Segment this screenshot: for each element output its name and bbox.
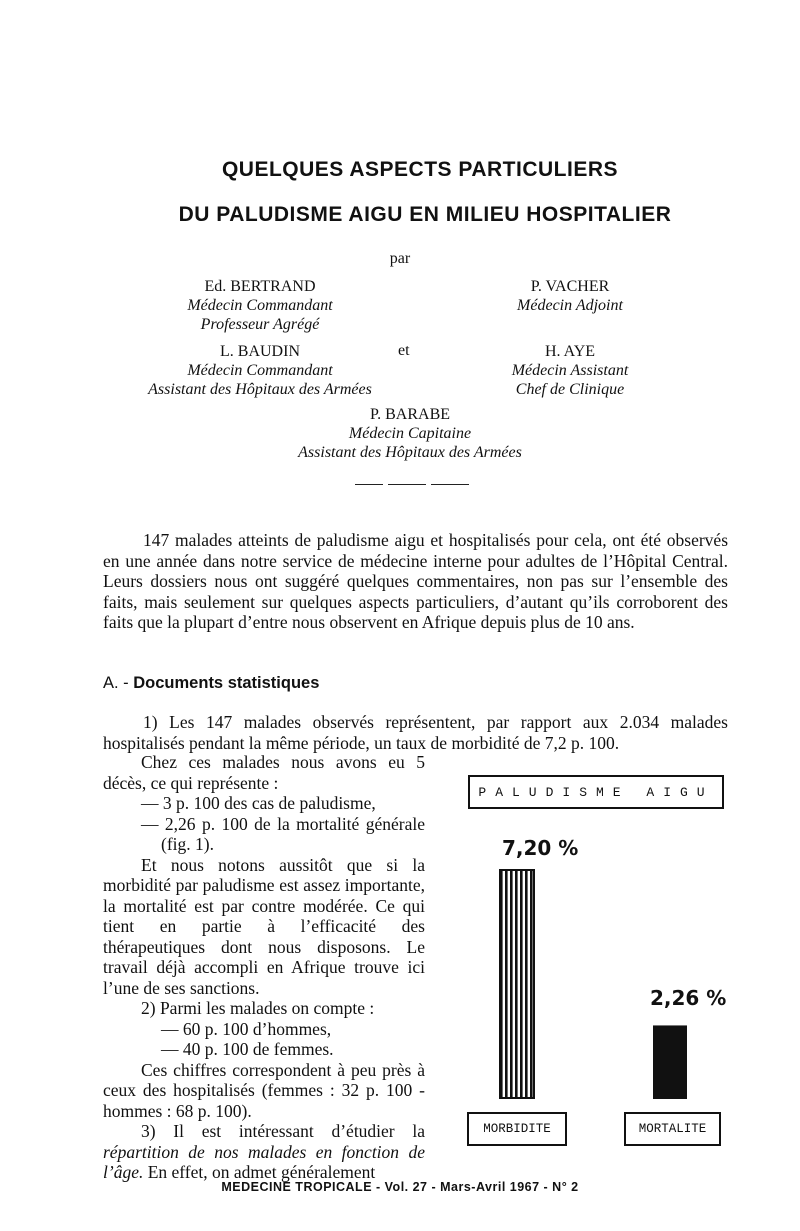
chart-title: PALUDISME AIGU	[468, 775, 724, 809]
bar-chart	[460, 860, 730, 1110]
title-line-1: QUELQUES ASPECTS PARTICULIERS	[221, 158, 619, 181]
author-role: Médecin Capitaine	[348, 425, 472, 442]
author-role: Chef de Clinique	[515, 381, 625, 398]
author-vacher	[480, 277, 660, 315]
author-baudin	[120, 342, 400, 399]
paragraph: Chez ces malades nous avons eu 5 décès, ce qui représente :	[103, 752, 425, 793]
intro-paragraph: 147 malades atteints de paludisme aigu et hospitalisés pour cela, ont été observés en une année dans notre service de médecine interne pour adultes de l’Hôpital Central. Leurs dossiers nous ont suggéré quelques commentaires, non pas sur l’ensemble des faits, mais seulement sur quelques aspects particuliers, d’autant qu’ils corroborent des faits que la plupart d’entre nous observent en Afrique depuis plus de 10 ans.	[103, 530, 728, 632]
text-column	[103, 752, 425, 1183]
author-name: P. VACHER	[530, 278, 610, 295]
author-conjunction: et	[398, 342, 410, 359]
paragraph: 2) Parmi les malades on compte :	[141, 998, 375, 1018]
author-name: L. BAUDIN	[220, 343, 300, 360]
author-name: Ed. BERTRAND	[204, 278, 316, 295]
paragraph: Ces chiffres correspondent à peu près à ceux des hospitalisés (femmes : 32 p. 100 - hommes : 68 p. 100).	[103, 1059, 425, 1121]
author-barabe	[260, 405, 560, 462]
separator-rule	[431, 484, 469, 485]
author-name: P. BARABE	[369, 406, 451, 423]
italic-run: répartition de nos malades en fonction de l’âge.	[103, 1141, 425, 1182]
dash-item: — 3 p. 100 des cas de paludisme,	[141, 793, 376, 813]
byline: par	[389, 250, 411, 267]
x-label-mortalite: MORTALITE	[624, 1112, 721, 1146]
paragraph	[103, 1121, 425, 1183]
bar-mortalite	[654, 1026, 686, 1098]
bar-morbidite	[500, 870, 534, 1098]
text-run: 3) Il est intéressant d’étudier la	[141, 1121, 425, 1141]
dash-item: — 40 p. 100 de femmes.	[161, 1039, 334, 1059]
bar-value-label-morbidite: 7,20 %	[502, 836, 579, 860]
author-role: Médecin Assistant	[511, 362, 629, 379]
section-name: Documents statistiques	[133, 674, 320, 692]
author-role: Médecin Adjoint	[517, 297, 623, 314]
paragraph: Et nous notons aussitôt que si la morbidité par paludisme est assez importante, la mortalité est par contre modérée. Ce qui tient en partie à l’efficacité des thérapeutiques dont nous disposons. Le travail déjà accompli en Afrique trouve ici l’une de ses sanctions.	[103, 854, 425, 998]
dash-item: — 2,26 p. 100 de la mortalité générale (fig. 1).	[141, 813, 425, 854]
author-role: Professeur Agrégé	[200, 316, 320, 333]
separator-rule	[355, 484, 383, 485]
bar-value-label-mortalite: 2,26 %	[650, 986, 727, 1010]
author-role: Assistant des Hôpitaux des Armées	[298, 444, 522, 461]
x-label-morbidite: MORBIDITE	[467, 1112, 567, 1146]
separator-rule	[388, 484, 426, 485]
author-aye	[480, 342, 660, 399]
dash-item: — 60 p. 100 d’hommes,	[161, 1018, 332, 1039]
title-line-2: DU PALUDISME AIGU EN MILIEU HOSPITALIER	[178, 203, 672, 226]
author-bertrand	[150, 277, 370, 334]
author-role: Médecin Commandant	[187, 362, 333, 379]
text-run: En effet, on admet généralement	[143, 1162, 376, 1182]
paragraph-morbidity: 1) Les 147 malades observés représentent, par rapport aux 2.034 malades hospitalisés pendant la même période, un taux de morbidité de 7,2 p. 100.	[103, 712, 728, 753]
author-role: Médecin Commandant	[187, 297, 333, 314]
section-heading	[103, 674, 319, 693]
author-name: H. AYE	[544, 343, 596, 360]
journal-footer: MEDECINE TROPICALE - Vol. 27 - Mars-Avril 1967 - N° 2	[221, 1180, 579, 1194]
author-role: Assistant des Hôpitaux des Armées	[148, 381, 372, 398]
section-letter: A. -	[103, 674, 129, 692]
